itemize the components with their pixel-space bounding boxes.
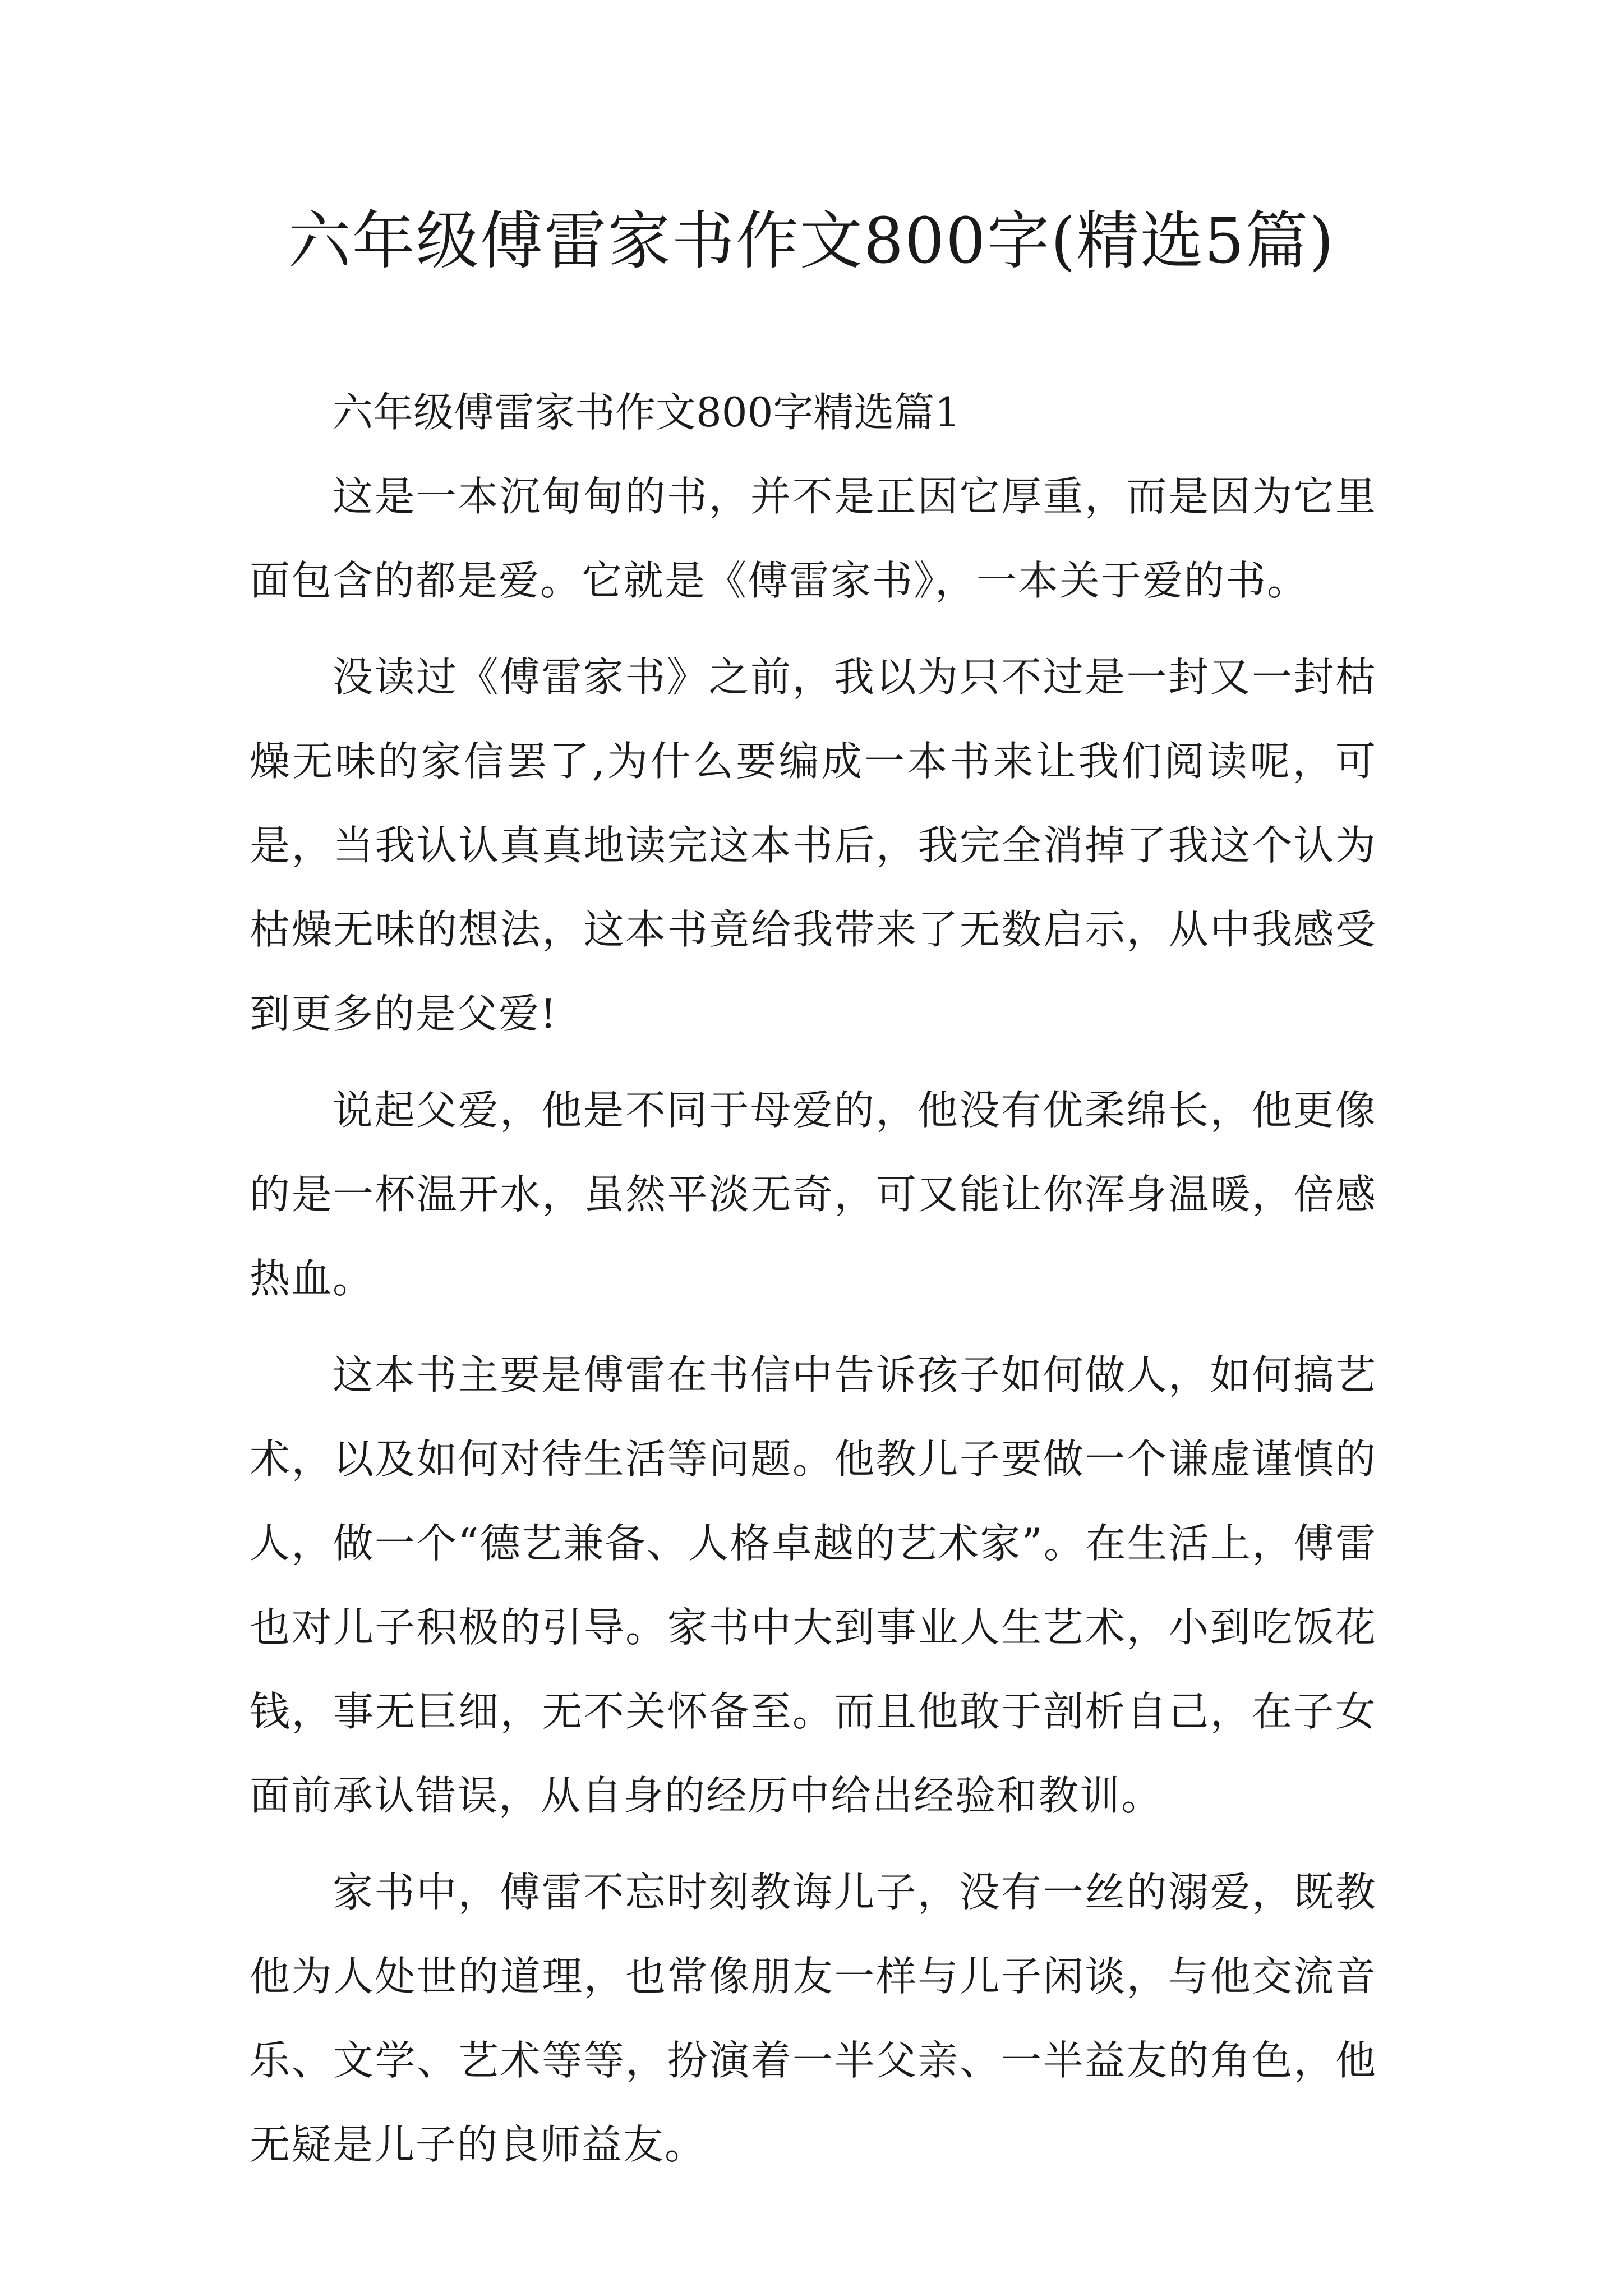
document-body: [250, 370, 1377, 2187]
paragraph-5: 家书中，傅雷不忘时刻教诲儿子，没有一丝的溺爱，既教他为人处世的道理，也常像朋友一样与儿子闲谈，与他交流音乐、文学、艺术等等，扮演着一半父亲、一半益友的角色，他无疑是儿子的良师益友。: [250, 1869, 1377, 2168]
paragraph-2: 没读过《傅雷家书》之前，我以为只不过是一封又一封枯燥无味的家信罢了,为什么要编成一本书来让我们阅读呢，可是，当我认认真真地读完这本书后，我完全消掉了我这个认为枯燥无味的想法，这本书竟给我带来了无数启示，从中我感受到更多的是父爱!: [250, 654, 1377, 1037]
paragraph-4: 这本书主要是傅雷在书信中告诉孩子如何做人，如何搞艺术，以及如何对待生活等问题。他教儿子要做一个谦虚谨慎的人，做一个“德艺兼备、人格卓越的艺术家”。在生活上，傅雷也对儿子积极的引导。家书中大到事业人生艺术，小到吃饭花钱，事无巨细，无不关怀备至。而且他敢于剖析自己，在子女面前承认错误，从自身的经历中给出经验和教训。: [250, 1351, 1377, 1819]
paragraph-3: 说起父爱，他是不同于母爱的，他没有优柔绵长，他更像的是一杯温开水，虽然平淡无奇，可又能让你浑身温暖，倍感热血。: [250, 1087, 1377, 1302]
document-title: 六年级傅雷家书作文800字(精选5篇): [288, 205, 1335, 278]
paragraph-1: 这是一本沉甸甸的书，并不是正因它厚重，而是因为它里面包含的都是爱。它就是《傅雷家书》，一本关于爱的书。: [250, 473, 1377, 604]
section-heading: 六年级傅雷家书作文800字精选篇1: [333, 389, 961, 436]
